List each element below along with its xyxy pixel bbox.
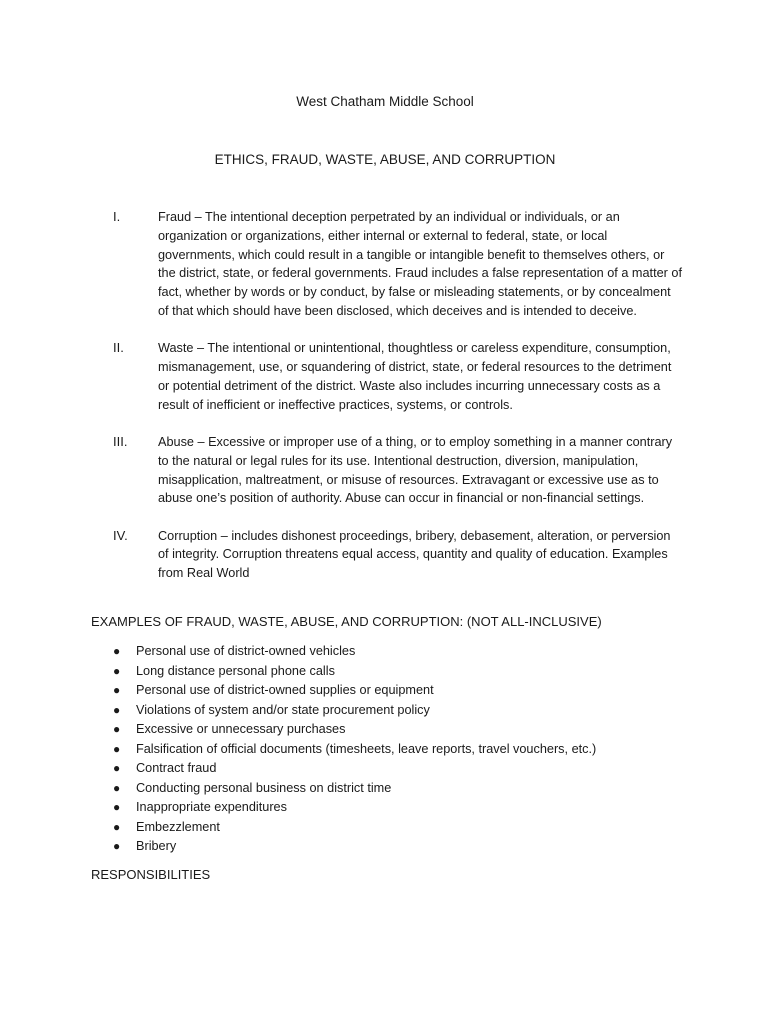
list-item-text: Personal use of district-owned supplies or equipment: [136, 683, 434, 697]
list-item-text: Personal use of district-owned vehicles: [136, 644, 356, 658]
definitions-list: [0, 208, 770, 602]
definition-fraud: [0, 208, 770, 321]
bullet-icon: ●: [113, 741, 121, 756]
bullet-icon: ●: [113, 819, 121, 834]
bullet-icon: ●: [113, 683, 121, 697]
definition-corruption: [0, 527, 770, 583]
list-item: [0, 642, 770, 662]
definition-text: Corruption – includes dishonest proceedings, bribery, debasement, alteration, or perversion of integrity. Corruption threatens equal access, quantity and quality of education. Examples from Real World: [158, 528, 671, 581]
bullet-icon: ●: [113, 663, 121, 678]
list-item-text: Contract fraud: [136, 761, 217, 775]
bullet-icon: ●: [113, 839, 121, 853]
definition-numeral: III.: [113, 433, 128, 449]
list-item: [0, 759, 770, 779]
list-item-text: Falsification of official documents (timesheets, leave reports, travel vouchers, etc.): [136, 741, 597, 756]
bullet-icon: ●: [113, 702, 121, 717]
bullet-icon: ●: [113, 644, 121, 658]
list-item: [0, 681, 770, 701]
definition-waste: [0, 339, 770, 414]
definition-numeral: II.: [113, 340, 124, 356]
list-item-text: Conducting personal business on district time: [136, 780, 392, 795]
definition-numeral: I.: [113, 209, 121, 224]
bullet-icon: ●: [113, 761, 121, 775]
list-item-text: Violations of system and/or state procurement policy: [136, 702, 430, 717]
list-item: [0, 837, 770, 857]
list-item-text: Embezzlement: [136, 819, 220, 834]
list-item: [0, 798, 770, 818]
list-item-text: Long distance personal phone calls: [136, 663, 335, 678]
list-item-text: Bribery: [136, 839, 177, 853]
list-item: [0, 818, 770, 838]
list-item-text: Excessive or unnecessary purchases: [136, 722, 346, 736]
definition-abuse: [0, 433, 770, 508]
bullet-icon: ●: [113, 780, 121, 795]
document-heading: ETHICS, FRAUD, WASTE, ABUSE, AND CORRUPTION: [214, 152, 556, 167]
definition-text: Waste – The intentional or unintentional, thoughtless or careless expenditure, consumption, mismanagement, use, or squandering of district, state, or federal resources to the detriment or potential detriment of the district. Waste also includes incurring unnecessary costs as a result of inefficient or ineffective practices, systems, or controls.: [158, 341, 672, 412]
examples-heading: EXAMPLES OF FRAUD, WASTE, ABUSE, AND CORRUPTION: (NOT ALL-INCLUSIVE): [91, 614, 602, 629]
list-item-text: Inappropriate expenditures: [136, 800, 287, 814]
list-item: [0, 701, 770, 721]
definition-text: Fraud – The intentional deception perpetrated by an individual or individuals, or an organization or organizations, either internal or external to federal, state, or local governments, which could result in a tangible or intangible benefit to themselves others, or the district, state, or federal governments. Fraud includes a false representation of a matter of fact, whether by words or by conduct, by false or misleading statements, or by concealment of that which should have been disclosed, which deceives and is intended to deceive.: [158, 210, 682, 318]
list-item: [0, 779, 770, 799]
list-item: [0, 720, 770, 740]
definition-text: Abuse – Excessive or improper use of a thing, or to employ something in a manner contrary to the natural or legal rules for its use. Intentional destruction, diversion, manipulation, misapplication, maltreatment, or misuse of resources. Extravagant or excessive use as to abuse one’s position of authority. Abuse can occur in financial or non-financial settings.: [158, 434, 673, 506]
definition-numeral: IV.: [113, 527, 128, 543]
examples-list: [0, 642, 770, 857]
responsibilities-heading: RESPONSIBILITIES: [91, 867, 211, 882]
list-item: [0, 662, 770, 682]
bullet-icon: ●: [113, 722, 121, 736]
list-item: [0, 740, 770, 760]
bullet-icon: ●: [113, 800, 121, 814]
school-name: West Chatham Middle School: [296, 94, 474, 109]
